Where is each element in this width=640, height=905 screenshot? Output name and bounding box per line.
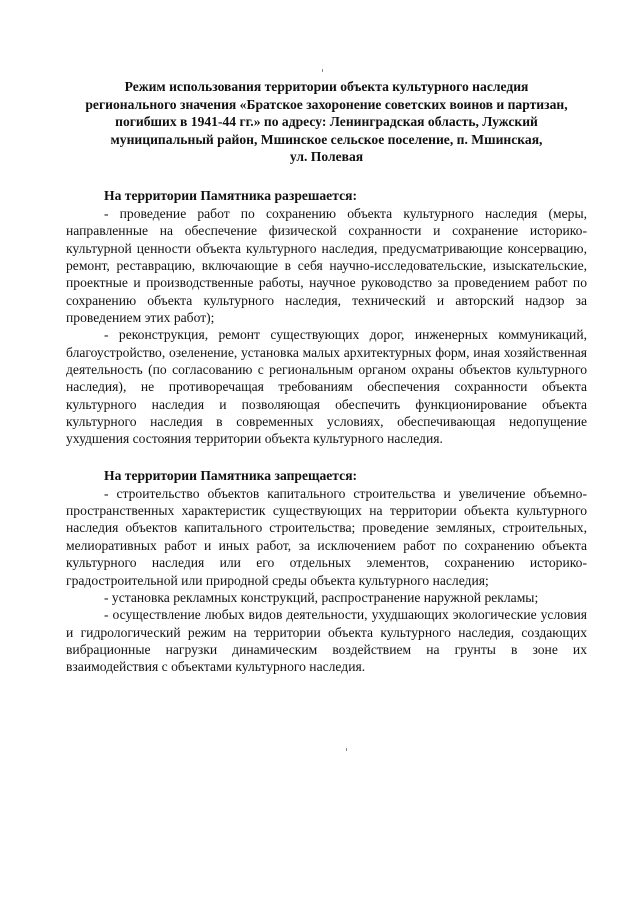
section-heading-permitted: На территории Памятника разрешается: [104, 187, 357, 203]
title-line: погибших в 1941-44 гг.» по адресу: Ленинградская область, Лужский [115, 114, 538, 130]
scan-speck [322, 69, 323, 72]
section-heading-prohibited: На территории Памятника запрещается: [104, 467, 358, 483]
title-line: Режим использования территории объекта культурного наследия [124, 79, 529, 94]
section-prohibited [66, 467, 587, 676]
title-line: регионального значения «Братское захоронение советских воинов и партизан, [85, 96, 568, 112]
permitted-item: - проведение работ по сохранению объекта культурного наследия (меры, направленные на обеспечение физической сохранности и сохранение историко-культурной ценности объекта культурного наследия, предусматривающие консервацию, ремонт, реставрацию, включающие в себя научно-исследовательские, изыскательские, проектные и производственные работы, научное руководство за проведением работ по сохранению объекта культурного наследия, технический и авторский надзор за проведением этих работ); [66, 205, 587, 326]
prohibited-item: - строительство объектов капитального строительства и увеличение объемно-пространственных характеристик существующих на территории объекта культурного наследия объектов капитального строительства; проведение земляных, строительных, мелиоративных работ и иных работ, за исключением работ по сохранению объекта культурного наследия или его отдельных элементов, сохранению историко-градостроительной или природной среды объекта культурного наследия; [66, 485, 587, 588]
scan-speck [346, 748, 347, 751]
section-permitted [66, 187, 587, 448]
permitted-item: - реконструкция, ремонт существующих дорог, инженерных коммуникаций, благоустройство, озеленение, установка малых архитектурных форм, иная хозяйственная деятельность (по согласованию с региональным органом охраны объектов культурного наследия), не противоречащая требованиям обеспечения сохранности объекта культурного наследия и позволяющая обеспечить функционирование объекта культурного наследия в современных условиях, обеспечивающая недопущение ухудшения состояния территории объекта культурного наследия. [66, 327, 587, 447]
title-line: муниципальный район, Мшинское сельское поселение, п. Мшинская, [110, 131, 543, 147]
prohibited-item: - осуществление любых видов деятельности, ухудшающих экологические условия и гидрологический режим на территории объекта культурного наследия, создающих вибрационные нагрузки динамическим воздействием на грунты в зоне их взаимодействия с объектами культурного наследия. [66, 607, 587, 675]
title-line: ул. Полевая [289, 149, 364, 165]
document-page [66, 78, 587, 676]
prohibited-item: - установка рекламных конструкций, распространение наружной рекламы; [104, 589, 539, 605]
document-title [66, 78, 587, 166]
